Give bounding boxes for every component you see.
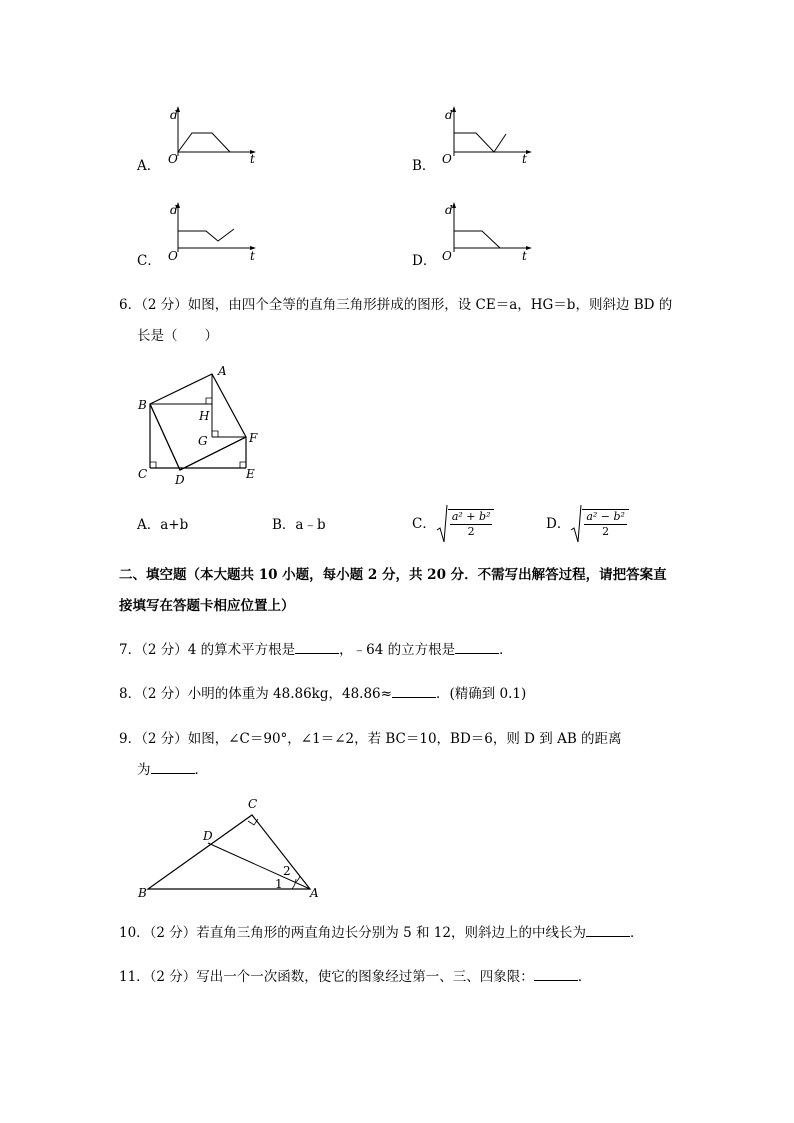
q5-option-d-letter: D． [412,253,437,269]
q11-blank[interactable] [534,968,578,981]
q8-text [119,684,526,704]
q9-label-C: C [248,797,258,811]
q5-option-c-letter: C． [137,253,161,269]
q11-part-b: ． [577,969,592,985]
q6-option-d-denominator: 2 [602,525,610,538]
q5-a-origin: O [168,152,178,166]
q5-d-axis-t: t [522,249,527,263]
q6-label-F: F [249,431,258,445]
q7-part-a: 7．（2 分）4 的算术平方根是 [119,642,296,658]
q10-part-a: 10．（2 分）若直角三角形的两直角边长分别为 5 和 12，则斜边上的中线长为 [119,925,586,941]
q6-option-a: A．a+b [137,517,189,533]
q9-figure [140,795,330,905]
q7-part-c: ． [499,642,513,658]
q5-c-origin: O [168,249,178,263]
section2-header-line1: 二、填空题（本大题共 10 小题，每小题 2 分，共 20 分．不需写出解答过程，请把答案直 [119,567,667,583]
q6-option-c-letter: C． [412,516,436,532]
q6-text-line2: 长是（ ） [137,328,218,344]
q8-part-b: ．(精确到 0.1) [435,686,527,702]
q8-part-a: 8．（2 分）小明的体重为 48.86kg，48.86≈ [119,686,392,702]
q7-part-b: ，﹣64 的立方根是 [339,642,456,658]
q9-part-a: 为 [137,762,151,778]
q6-option-b: B．a﹣b [272,517,326,533]
q7-blank-2[interactable] [455,641,499,654]
q10-part-b: ． [629,925,644,941]
q5-d-origin: O [442,249,452,263]
q6-option-d [546,504,629,544]
q6-label-B: B [138,398,147,412]
q6-option-c-numerator: a² + b² [451,510,491,523]
q9-text-line1: 9．（2 分）如图，∠C＝90°，∠1＝∠2，若 BC＝10，BD＝6，则 D 到 AB 的距离 [119,731,622,747]
q6-option-c [412,504,494,544]
q7-text [119,640,513,660]
q7-blank-1[interactable] [295,641,339,654]
q5-a-axis-t: t [250,152,255,166]
q9-label-1: 1 [275,877,283,891]
q6-option-d-numerator: a² − b² [586,510,625,523]
q9-label-B: B [138,886,147,900]
q6-option-d-letter: D． [546,516,571,532]
q6-label-A: A [218,364,227,378]
q9-label-D: D [203,829,213,843]
q5-a-axis-d: d [170,108,178,122]
q5-c-axis-t: t [250,249,255,263]
q6-label-E: E [246,467,255,481]
q9-label-2: 2 [283,864,291,878]
q6-label-C: C [138,467,148,481]
q9-text-line2 [137,760,208,780]
q9-label-A: A [310,886,319,900]
q9-blank[interactable] [151,761,195,774]
q5-d-axis-d: d [445,203,453,217]
q11-part-a: 11．（2 分）写出一个一次函数，使它的图象经过第一、三、四象限： [119,969,534,985]
q6-label-G: G [198,434,208,448]
q8-blank[interactable] [392,685,436,698]
q10-text [119,923,643,943]
q6-option-c-denominator: 2 [467,525,475,538]
section2-header-line2: 接填写在答题卡相应位置上） [119,598,295,614]
q5-b-axis-d: d [445,108,453,122]
q5-b-origin: O [442,152,452,166]
q10-blank[interactable] [586,924,630,937]
q5-option-a-letter: A． [137,158,161,174]
q6-label-D: D [175,473,185,487]
q5-c-axis-d: d [170,203,178,217]
q5-b-axis-t: t [522,152,527,166]
q9-part-b: ． [194,762,208,778]
q6-option-d-radical [570,504,629,544]
q11-text [119,967,591,987]
q6-option-c-radical [436,504,495,544]
q5-option-b-letter: B． [412,158,436,174]
q6-text-line1: 6．（2 分）如图，由四个全等的直角三角形拼成的图形，设 CE＝a，HG＝b，则斜边 BD 的 [119,297,673,313]
q6-label-H: H [199,409,210,423]
